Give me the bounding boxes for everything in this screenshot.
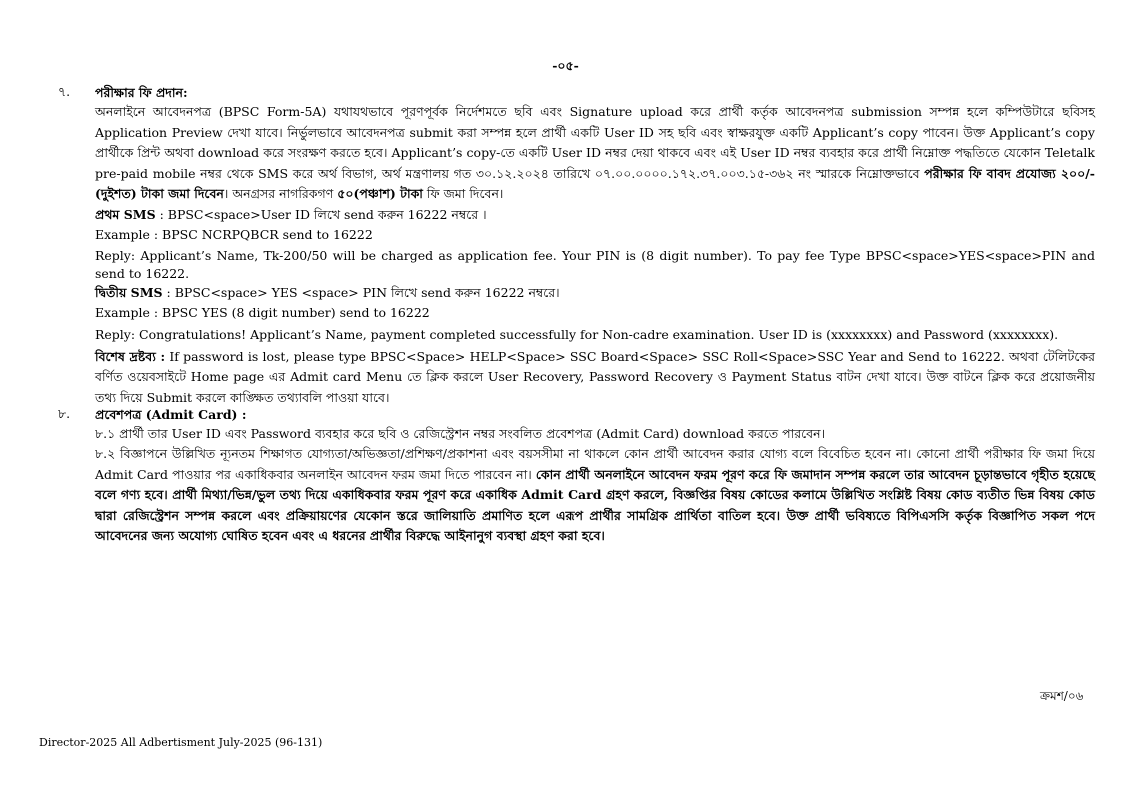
section-body xyxy=(95,84,1095,408)
admit-card-rules-paragraph: ৮.২ বিজ্ঞাপনে উল্লিখিত ন্যূনতম শিক্ষাগত যোগ্যতা/অভিজ্ঞতা/প্রশিক্ষণ/প্রকাশনা এবং বয়সসীমা না থাকলে কোন প্রার্থী আবেদন করার যোগ্য বলে বিবেচিত হবেন না। কোনো প্রার্থী পরীক্ষার ফি জমা দিয়ে Admit Card পাওয়ার পর একাধিকবার অনলাইন আবেদন ফরম জমা দিতে পারবেন না। কোন প্রার্থী অনলাইনে আবেদন ফরম পূরণ করে ফি জমাদান সম্পন্ন করলে তার আবেদন চূড়ান্তভাবে গৃহীত হয়েছে বলে গণ্য হবে। প্রার্থী মিথ্যা/ভিন্ন/ভুল তথ্য দিয়ে একাধিকবার ফরম পূরণ করে একাধিক Admit Card গ্রহণ করলে, বিজ্ঞপ্তির বিষয় কোডের কলামে উল্লিখিত সংশ্লিষ্ট বিষয় কোড ব্যতীত ভিন্ন বিষয় কোড দ্বারা রেজিস্ট্রেশন সম্পন্ন করলে এবং প্রক্রিয়ায়ণের যেকোন স্তরে জালিয়াতি প্রমাণিত হলে এরূপ প্রার্থীর সামগ্রিক প্রার্থিতা বাতিল হবে। উক্ত প্রার্থী ভবিষ্যতে বিপিএসসি কর্তৃক বিজ্ঞাপিত সকল পদে আবেদনের জন্য অযোগ্য ঘোষিত হবেন এবং এ ধরনের প্রার্থীর বিরুদ্ধে আইনানুগ ব্যবস্থা গ্রহণ করা হবে। xyxy=(95,446,1095,543)
admit-card-download-paragraph: ৮.১ প্রার্থী তার User ID এবং Password ব্যবহার করে ছবি ও রেজিস্ট্রেশন নম্বর সংবলিত প্রবেশপত্র (Admit Card) download করতে পারবেন। xyxy=(95,426,826,441)
page-number: -০৫- xyxy=(552,58,579,73)
special-note: বিশেষ দ্রষ্টব্য : If password is lost, please type BPSC<Space> HELP<Space> SSC Board<Space> SSC Roll<Space>SSC Year and Send to 16222. অথবা টেলিটকের বর্ণিত ওয়েবসাইটে Home page এর Admit card Menu তে ক্লিক করলে User Recovery, Password Recovery ও Payment Status বাটন দেখা যাবে। উক্ত বাটনে ক্লিক করে প্রয়োজনীয় তথ্য দিয়ে Submit করলে কাঙ্ক্ষিত তথ্যাবলি পাওয়া যাবে। xyxy=(95,348,1096,405)
first-sms-reply: Reply: Applicant’s Name, Tk-200/50 will be charged as application fee. Your PIN is (8 digit number). To pay fee Type BPSC<space>YES<space>PIN and send to 16222. xyxy=(95,247,1095,281)
second-sms-example: Example : BPSC YES (8 digit number) send to 16222 xyxy=(95,304,430,320)
first-sms-instruction: প্রথম SMS : BPSC<space>User ID লিখে send করুন 16222 নম্বরে । xyxy=(95,206,487,222)
section-number: ৭. xyxy=(58,84,71,99)
continued-marker: ক্রমশ/০৬ xyxy=(1040,689,1084,703)
section-title: প্রবেশপত্র (Admit Card) : xyxy=(95,407,247,422)
fee-instructions-paragraph: অনলাইনে আবেদনপত্র (BPSC Form-5A) যথাযথভাবে পূরণপূর্বক নির্দেশমতে ছবি এবং Signature upload করে প্রার্থী কর্তৃক আবেদনপত্র submission সম্পন্ন হলে কম্পিউটারে ছবিসহ Application Preview দেখা যাবে। নির্ভুলভাবে আবেদনপত্র submit করা সম্পন্ন হলে প্রার্থী একটি User ID সহ ছবি এবং স্বাক্ষরযুক্ত একটি Applicant’s copy পাবেন। উক্ত Applicant’s copy প্রার্থীকে প্রিন্ট অথবা download করে সংরক্ষণ করতে হবে। Applicant’s copy-তে একটি User ID নম্বর দেয়া থাকবে এবং এই User ID নম্বর ব্যবহার করে প্রার্থী নিম্নোক্ত পদ্ধতিতে যেকোন Teletalk pre-paid mobile নম্বর থেকে SMS করে অর্থ বিভাগ, অর্থ মন্ত্রণালয় গত ৩০.১২.২০২৪ তারিখে ০৭.০০.০০০০.১৭২.৩৭.০০৩.১৫-৩৬২ নং স্মারকে নিম্নোক্তভাবে পরীক্ষার ফি বাবদ প্রযোজ্য ২০০/-(দুইশত) টাকা জমা দিবেন। অনগ্রসর নাগরিকগণ ৫০(পঞ্চাশ) টাকা ফি জমা দিবেন। xyxy=(95,104,1095,201)
footer-text: Director-2025 All Adbertisment July-2025 (96-131) xyxy=(39,736,323,749)
second-sms-instruction: দ্বিতীয় SMS : BPSC<space> YES <space> PIN লিখে send করুন 16222 নম্বরে। xyxy=(95,284,560,300)
section-body xyxy=(95,406,1095,547)
second-sms-reply: Reply: Congratulations! Applicant’s Name, payment completed successfully for Non-cadre examination. User ID is (xxxxxxxx) and Password (xxxxxxxx). xyxy=(95,326,1059,342)
section-number: ৮. xyxy=(58,406,71,421)
section-title: পরীক্ষার ফি প্রদান: xyxy=(95,85,188,100)
first-sms-example: Example : BPSC NCRPQBCR send to 16222 xyxy=(95,226,373,242)
